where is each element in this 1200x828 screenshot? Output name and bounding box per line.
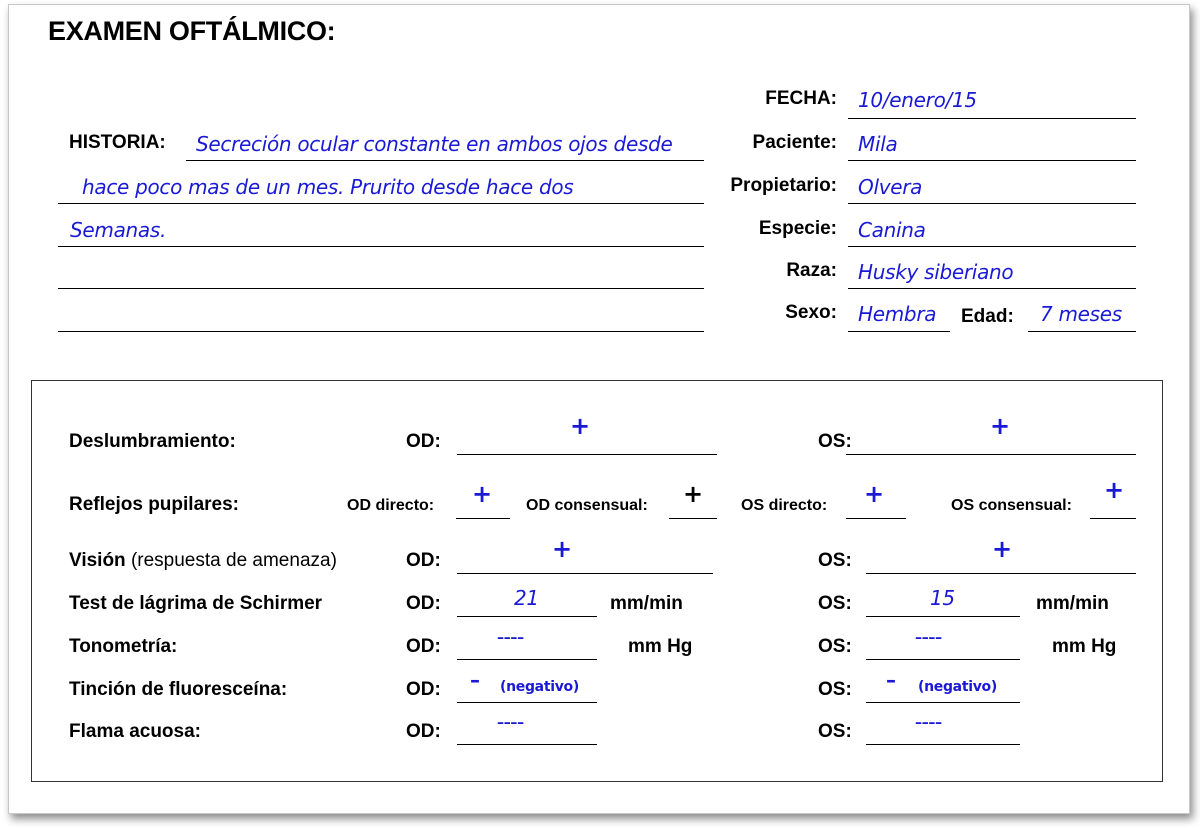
vision-od-value: + <box>552 535 573 563</box>
fecha-label: FECHA: <box>765 88 837 109</box>
schirmer-label: Test de lágrima de Schirmer <box>69 593 323 614</box>
propietario-label: Propietario: <box>730 175 837 196</box>
historia-label: HISTORIA: <box>69 132 166 153</box>
fluoresceina-od-line <box>457 702 597 703</box>
paciente-line <box>848 160 1136 161</box>
tonometria-os-unit: mm Hg <box>1052 636 1117 657</box>
paciente-value: Mila <box>858 132 898 156</box>
tonometria-os-label: OS: <box>818 636 852 657</box>
deslumbramiento-os-line <box>846 454 1136 455</box>
vision-os-value: + <box>992 535 1013 563</box>
historia-text-2: hace poco mas de un mes. Prurito desde hace dos <box>82 175 574 199</box>
vision-od-line <box>457 573 713 574</box>
deslumbramiento-label: Deslumbramiento: <box>69 431 236 452</box>
flama-od-label: OD: <box>406 721 441 742</box>
historia-text-3: Semanas. <box>70 218 167 242</box>
od-directo-line <box>456 518 510 519</box>
od-consensual-label: OD consensual: <box>526 497 648 514</box>
deslumbramiento-od-line <box>457 454 717 455</box>
tonometria-od-line <box>457 659 597 660</box>
os-consensual-label: OS consensual: <box>951 497 1072 514</box>
flama-od-value: –––– <box>497 715 524 731</box>
deslumbramiento-os-label: OS: <box>818 431 852 452</box>
historia-line-2 <box>58 203 704 204</box>
schirmer-od-line <box>457 616 597 617</box>
raza-label: Raza: <box>786 260 837 281</box>
os-directo-label: OS directo: <box>741 497 828 514</box>
flama-label: Flama acuosa: <box>69 721 201 742</box>
vision-os-line <box>866 573 1136 574</box>
od-directo-value: + <box>472 480 493 508</box>
edad-value: 7 meses <box>1040 302 1122 326</box>
deslumbramiento-od-value: + <box>570 412 591 440</box>
fluoresceina-os-sign: – <box>886 668 896 692</box>
vision-os-label: OS: <box>818 550 852 571</box>
especie-value: Canina <box>858 218 926 242</box>
od-directo-label: OD directo: <box>347 497 435 514</box>
fluoresceina-od-sign: – <box>470 668 480 692</box>
sexo-value: Hembra <box>858 302 937 326</box>
os-consensual-value: + <box>1104 476 1125 504</box>
sexo-label: Sexo: <box>785 302 837 323</box>
form-title: EXAMEN OFTÁLMICO: <box>48 16 336 46</box>
vision-label-bold: Visión <box>69 550 126 571</box>
raza-value: Husky siberiano <box>858 260 1014 284</box>
os-consensual-line <box>1090 518 1136 519</box>
historia-line-1 <box>186 160 704 161</box>
fluoresceina-os-line <box>866 702 1020 703</box>
flama-od-line <box>457 744 597 745</box>
fluoresceina-os-label: OS: <box>818 679 852 700</box>
tonometria-label: Tonometría: <box>69 636 178 657</box>
especie-line <box>848 246 1136 247</box>
raza-line <box>848 288 1136 289</box>
os-directo-value: + <box>864 480 885 508</box>
flama-os-value: –––– <box>915 715 942 731</box>
deslumbramiento-os-value: + <box>990 412 1011 440</box>
propietario-line <box>848 203 1136 204</box>
propietario-value: Olvera <box>858 175 923 199</box>
tonometria-os-value: –––– <box>915 630 942 646</box>
especie-label: Especie: <box>758 218 837 239</box>
sexo-line <box>848 331 950 332</box>
tonometria-od-unit: mm Hg <box>628 636 693 657</box>
fecha-line <box>848 118 1136 119</box>
fluoresceina-os-note: (negativo) <box>918 679 997 695</box>
od-consensual-line <box>669 518 717 519</box>
od-consensual-value: + <box>683 480 704 508</box>
schirmer-os-label: OS: <box>818 593 852 614</box>
historia-text-1: Secreción ocular constante en ambos ojos desde <box>196 132 673 156</box>
os-directo-line <box>846 518 906 519</box>
edad-label: Edad: <box>961 306 1014 327</box>
vision-od-label: OD: <box>406 550 441 571</box>
schirmer-os-line <box>866 616 1020 617</box>
edad-line <box>1028 331 1136 332</box>
vision-label <box>69 550 337 572</box>
reflejos-label: Reflejos pupilares: <box>69 494 239 515</box>
vision-label-rest: (respuesta de amenaza) <box>125 550 337 571</box>
historia-line-4 <box>58 288 704 289</box>
deslumbramiento-od-label: OD: <box>406 431 441 452</box>
tonometria-od-label: OD: <box>406 636 441 657</box>
tonometria-od-value: –––– <box>497 630 524 646</box>
paciente-label: Paciente: <box>752 132 837 153</box>
schirmer-os-unit: mm/min <box>1036 593 1109 614</box>
fluoresceina-od-label: OD: <box>406 679 441 700</box>
tonometria-os-line <box>866 659 1020 660</box>
schirmer-os-value: 15 <box>930 586 955 610</box>
schirmer-od-unit: mm/min <box>610 593 683 614</box>
flama-os-label: OS: <box>818 721 852 742</box>
flama-os-line <box>866 744 1020 745</box>
historia-line-3 <box>58 246 704 247</box>
fluoresceina-label: Tinción de fluoresceína: <box>69 679 288 700</box>
fecha-value: 10/enero/15 <box>858 88 977 112</box>
historia-line-5 <box>58 331 704 332</box>
schirmer-od-value: 21 <box>514 586 539 610</box>
schirmer-od-label: OD: <box>406 593 441 614</box>
fluoresceina-od-note: (negativo) <box>500 679 579 695</box>
